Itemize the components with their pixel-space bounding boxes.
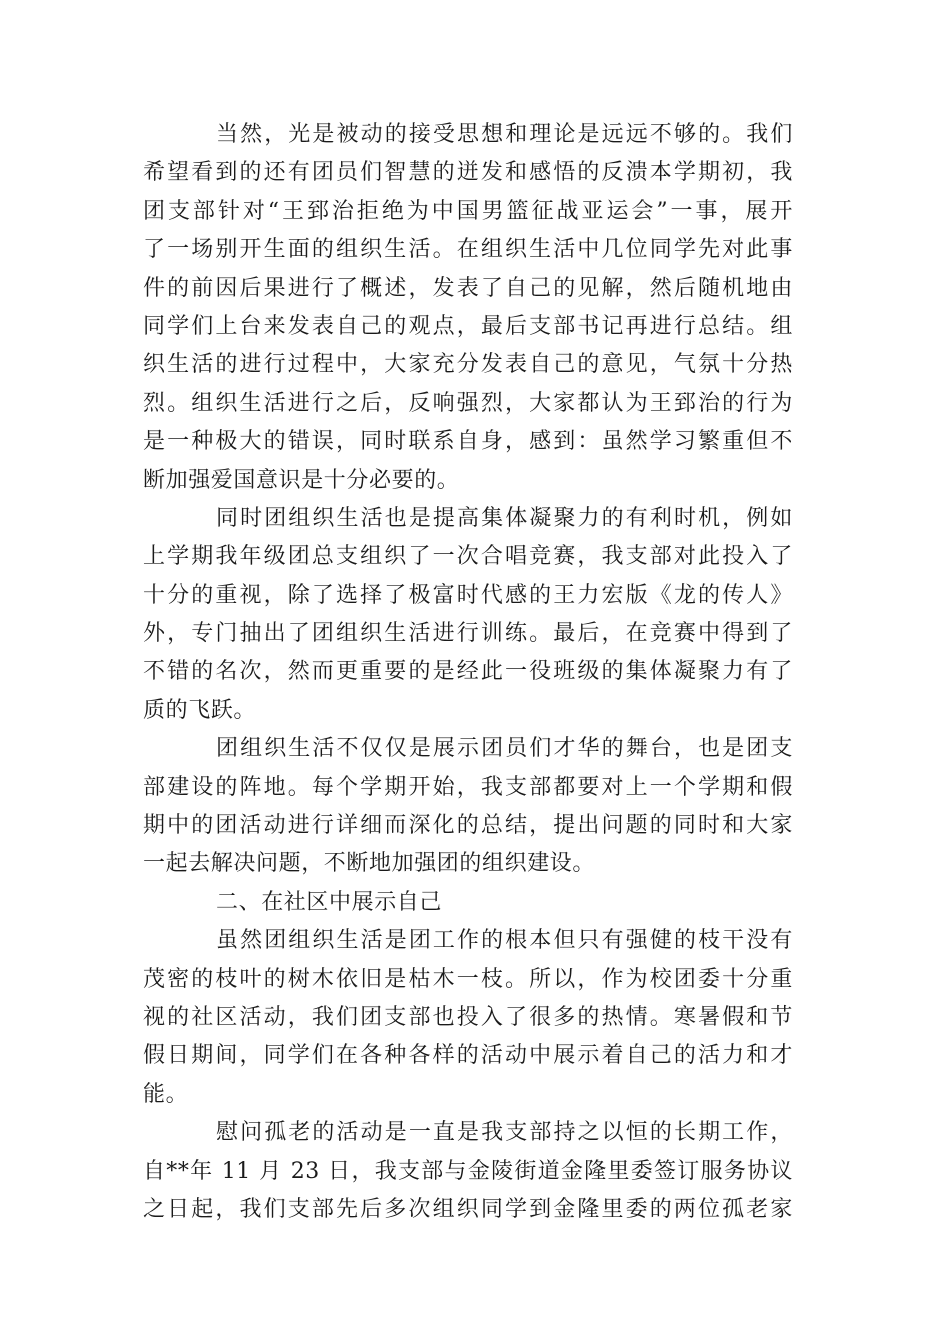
paragraph-line: 部建设的阵地。每个学期开始，我支部都要对上一个学期和假 — [143, 774, 793, 800]
paragraph-line: 一起去解决问题，不断地加强团的组织建设。 — [143, 851, 596, 877]
paragraph-line: 能。 — [143, 1081, 189, 1107]
paragraph-line: 件的前因后果进行了概述，发表了自己的见解，然后随机地由 — [143, 275, 793, 301]
paragraph-first-line: 团组织生活不仅仅是展示团员们才华的舞台，也是团支 — [216, 736, 793, 762]
paragraph-line: 十分的重视，除了选择了极富时代感的王力宏版《龙的传人》 — [143, 582, 793, 608]
paragraph-line: 自**年 11 月 23 日，我支部与金陵街道金隆里委签订服务协议 — [143, 1158, 793, 1184]
paragraph-line: 期中的团活动进行详细而深化的总结，提出问题的同时和大家 — [143, 813, 793, 839]
paragraph-line: 茂密的枝叶的树木依旧是枯木一枝。所以，作为校团委十分重 — [143, 966, 793, 992]
paragraph-line: 外，专门抽出了团组织生活进行训练。最后，在竞赛中得到了 — [143, 621, 793, 647]
paragraph-line: 视的社区活动，我们团支部也投入了很多的热情。寒暑假和节 — [143, 1004, 793, 1030]
paragraph-line: 团支部针对“王郅治拒绝为中国男篮征战亚运会”一事，展开 — [143, 198, 793, 224]
paragraph-line: 断加强爱国意识是十分必要的。 — [143, 467, 460, 493]
paragraph-line: 烈。组织生活进行之后，反响强烈，大家都认为王郅治的行为 — [143, 390, 793, 416]
document-body — [143, 116, 793, 1229]
paragraph-line: 织生活的进行过程中，大家充分发表自己的意见，气氛十分热 — [143, 352, 793, 378]
paragraph-line: 不错的名次，然而更重要的是经此一役班级的集体凝聚力有了 — [143, 659, 793, 685]
paragraph-line: 之日起，我们支部先后多次组织同学到金隆里委的两位孤老家 — [143, 1196, 793, 1222]
paragraph-first-line: 同时团组织生活也是提高集体凝聚力的有利时机，例如 — [216, 505, 793, 531]
paragraph-first-line: 虽然团组织生活是团工作的根本但只有强健的枝干没有 — [216, 928, 793, 954]
paragraph-first-line: 二、在社区中展示自己 — [216, 889, 443, 915]
paragraph-first-line: 慰问孤老的活动是一直是我支部持之以恒的长期工作， — [216, 1120, 793, 1146]
paragraph-line: 了一场别开生面的组织生活。在组织生活中几位同学先对此事 — [143, 237, 793, 263]
paragraph-line: 质的飞跃。 — [143, 697, 257, 723]
paragraph-line: 同学们上台来发表自己的观点，最后支部书记再进行总结。组 — [143, 313, 793, 339]
paragraph-line: 上学期我年级团总支组织了一次合唱竞赛，我支部对此投入了 — [143, 544, 793, 570]
paragraph-line: 希望看到的还有团员们智慧的迸发和感悟的反溃本学期初，我 — [143, 160, 793, 186]
paragraph-line: 假日期间，同学们在各种各样的活动中展示着自己的活力和才 — [143, 1043, 793, 1069]
paragraph-line: 是一种极大的错误，同时联系自身，感到：虽然学习繁重但不 — [143, 429, 793, 455]
paragraph-first-line: 当然，光是被动的接受思想和理论是远远不够的。我们 — [216, 122, 793, 147]
